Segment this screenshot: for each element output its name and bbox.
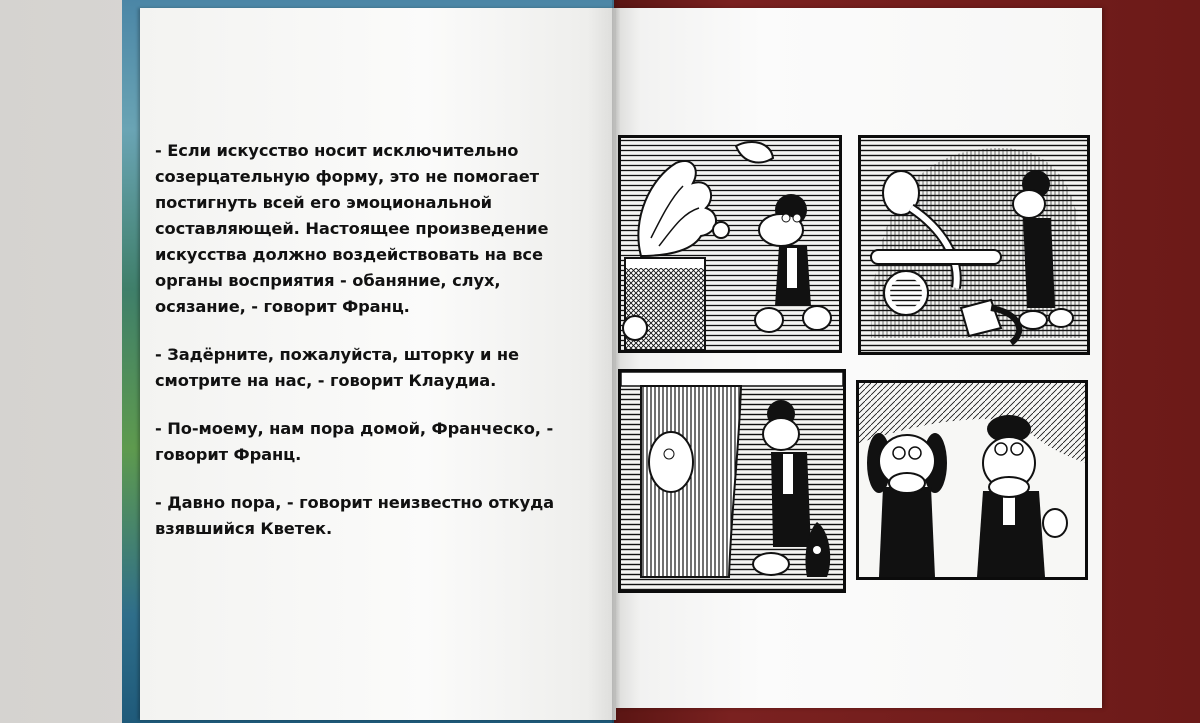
paragraph-3: - По-моему, нам пора домой, Франческо, - говорит Франц. (155, 419, 554, 464)
paragraph-1: - Если искусство носит исключительно созерцательную форму, это не помогает постигнуть всей его эмоциональной составляющей. Настоящее произведение искусства должно воздействовать на все органы восприятия - обаняние, слух, осязание, - говорит Франц. (155, 141, 549, 316)
comic-panel-two-characters-icon (856, 380, 1088, 580)
paragraph-2: - Задёрните, пожалуйста, шторку и не смотрите на нас, - говорит Клаудиа. (155, 345, 519, 390)
comic-panel-tunnel-sculpture-icon (858, 135, 1090, 355)
comic-panel-museum-statue-icon (618, 135, 842, 353)
paragraph-4: - Давно пора, - говорит неизвестно откуда взявшийся Кветек. (155, 493, 555, 538)
book-spine (612, 0, 620, 723)
comic-panel-curtain-icon (618, 369, 846, 593)
right-page (616, 8, 1102, 708)
left-page-text (155, 138, 595, 564)
